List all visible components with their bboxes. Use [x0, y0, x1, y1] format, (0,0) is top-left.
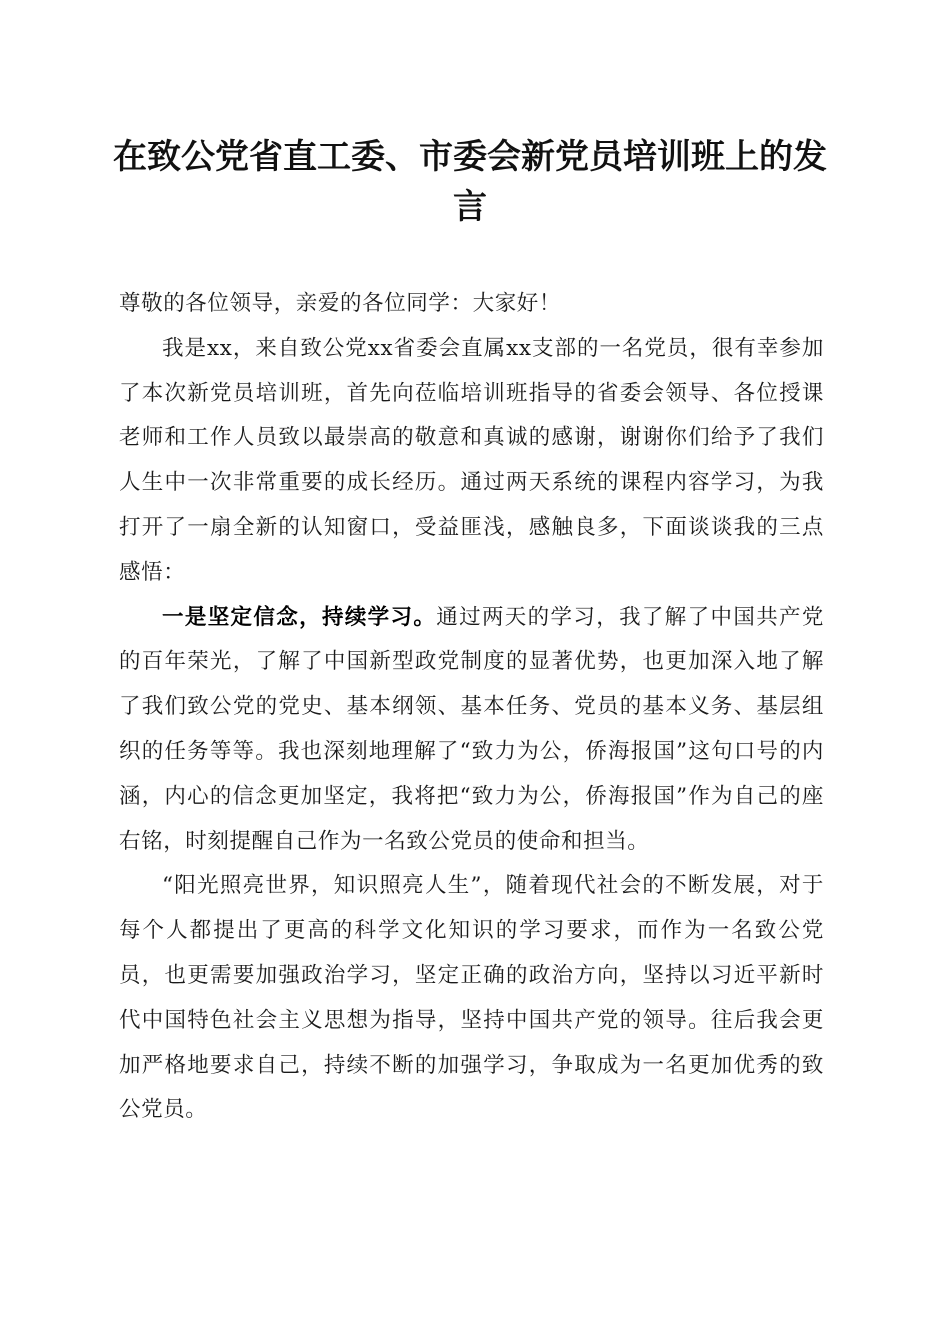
paragraph-text: “阳光照亮世界，知识照亮人生”，随着现代社会的不断发展，对于每个人都提出了更高的科学文化知识的学习要求，而作为一名致公党员，也更需要加强政治学习，坚定正确的政治方向，坚持以习近平新时代中国特色社会主义思想为指导，坚持中国共产党的领导。往后我会更加严格地要求自己，持续不断的加强学习，争取成为一名更加优秀的致公党员。 — [119, 873, 824, 1123]
paragraph-point-one — [119, 596, 824, 865]
paragraph-text: 我是xx，来自致公党xx省委会直属xx支部的一名党员，很有幸参加了本次新党员培训班，首先向莅临培训班指导的省委会领导、各位授课老师和工作人员致以最崇高的敬意和真诚的感谢，谢谢你们给予了我们人生中一次非常重要的成长经历。通过两天系统的课程内容学习，为我打开了一扇全新的认知窗口，受益匪浅，感触良多，下面谈谈我的三点感悟： — [119, 335, 824, 585]
paragraph-text: 通过两天的学习，我了解了中国共产党的百年荣光，了解了中国新型政党制度的显著优势，也更加深入地了解了我们致公党的党史、基本纲领、基本任务、党员的基本义务、基层组织的任务等等。我也深刻地理解了“致力为公，侨海报国”这句口号的内涵，内心的信念更加坚定，我将把“致力为公，侨海报国”作为自己的座右铭，时刻提醒自己作为一名致公党员的使命和担当。 — [119, 604, 825, 854]
document-body — [119, 282, 824, 1133]
document-title: 在致公党省直工委、市委会新党员培训班上的发言 — [113, 137, 827, 227]
salutation: 尊敬的各位领导，亲爱的各位同学：大家好！ — [119, 291, 562, 316]
paragraph-quote — [119, 864, 824, 1133]
paragraph-lead-heading: 一是坚定信念，持续学习。 — [162, 604, 437, 630]
paragraph-intro — [119, 327, 824, 596]
